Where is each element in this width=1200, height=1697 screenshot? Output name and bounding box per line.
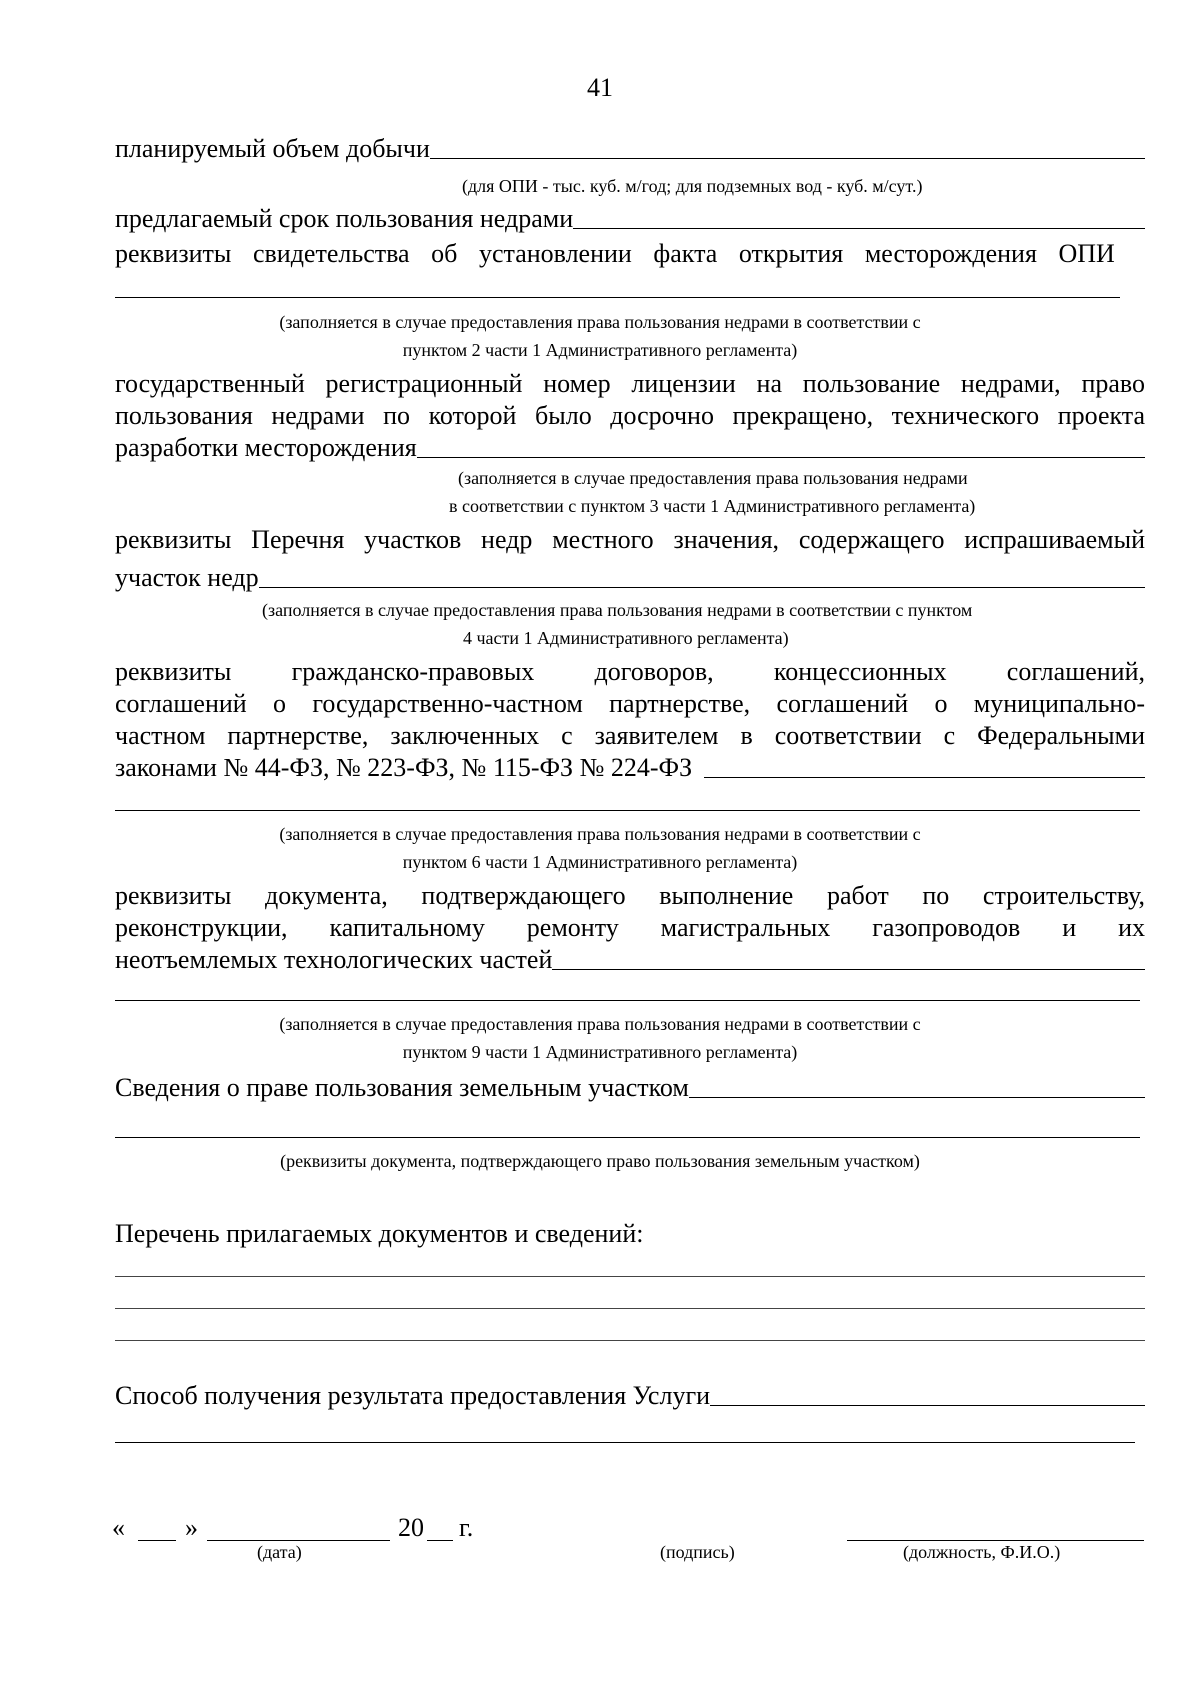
works-input-line[interactable] xyxy=(552,969,1145,970)
certificate-input-line[interactable] xyxy=(115,297,1120,298)
list-field xyxy=(115,562,1145,594)
list-label: участок недр xyxy=(115,563,259,592)
license-field xyxy=(115,432,1145,464)
method-field xyxy=(115,1380,1145,1412)
year-prefix: 20 xyxy=(398,1513,424,1542)
note-p2-a: (заполняется в случае предоставления права пользования недрами в соответствии с xyxy=(279,312,921,332)
term-field xyxy=(115,203,1145,235)
date-label: (дата) xyxy=(257,1542,302,1562)
day-input-line[interactable] xyxy=(138,1540,176,1541)
open-quote: « xyxy=(112,1513,125,1542)
volume-label: планируемый объем добычи xyxy=(115,134,430,163)
method-input-line-2[interactable] xyxy=(115,1442,1135,1443)
contracts-line-2: соглашений о государственно-частном партнерстве, соглашений о муниципально- xyxy=(115,689,1145,718)
note-p4-b: 4 части 1 Административного регламента) xyxy=(463,628,789,648)
term-label: предлагаемый срок пользования недрами xyxy=(115,204,574,233)
note-p4-a: (заполняется в случае предоставления права пользования недрами в соответствии с пунктом xyxy=(262,600,973,620)
land-input-line-2[interactable] xyxy=(115,1137,1140,1138)
volume-note: (для ОПИ - тыс. куб. м/год; для подземных вод - куб. м/сут.) xyxy=(462,176,923,196)
works-label: неотъемлемых технологических частей xyxy=(115,945,553,974)
contracts-input-line[interactable] xyxy=(704,777,1145,778)
note-p9-b: пунктом 9 части 1 Административного регламента) xyxy=(402,1042,798,1062)
license-input-line[interactable] xyxy=(417,457,1145,458)
license-line-2: пользования недрами по которой было досрочно прекращено, технического проекта xyxy=(115,401,1145,430)
certificate-label: реквизиты свидетельства об установлении факта открытия месторождения ОПИ xyxy=(115,239,1115,268)
works-line-1: реквизиты документа, подтверждающего выполнение работ по строительству, xyxy=(115,881,1145,910)
method-label: Способ получения результата предоставления Услуги xyxy=(115,1381,711,1410)
land-input-line[interactable] xyxy=(689,1097,1145,1098)
attachments-line-3[interactable] xyxy=(115,1340,1145,1341)
sign-label: (подпись) xyxy=(660,1542,735,1562)
year-input-line[interactable] xyxy=(427,1540,453,1541)
contracts-input-line-2[interactable] xyxy=(115,810,1140,811)
volume-field xyxy=(115,133,1145,165)
land-note: (реквизиты документа, подтверждающего право пользования земельным участком) xyxy=(280,1151,920,1171)
works-input-line-2[interactable] xyxy=(115,1000,1140,1001)
note-p2-b: пунктом 2 части 1 Административного регламента) xyxy=(402,340,798,360)
year-suffix: г. xyxy=(459,1513,474,1542)
close-quote: » xyxy=(185,1513,198,1542)
attachments-line-1[interactable] xyxy=(115,1276,1145,1277)
attachments-label: Перечень прилагаемых документов и сведений: xyxy=(115,1219,644,1248)
land-field xyxy=(115,1072,1145,1104)
page-number: 41 xyxy=(587,73,613,102)
attachments-line-2[interactable] xyxy=(115,1308,1145,1309)
contracts-field xyxy=(115,752,1145,784)
list-input-line[interactable] xyxy=(259,587,1145,588)
contracts-line-1: реквизиты гражданско-правовых договоров, концессионных соглашений, xyxy=(115,657,1145,686)
note-p3-a: (заполняется в случае предоставления права пользования недрами xyxy=(458,468,968,488)
list-line-1: реквизиты Перечня участков недр местного значения, содержащего испрашиваемый xyxy=(115,525,1145,554)
note-p3-b: в соответствии с пунктом 3 части 1 Административного регламента) xyxy=(449,496,976,516)
note-p6-b: пунктом 6 части 1 Административного регламента) xyxy=(402,852,798,872)
contracts-label: законами № 44-ФЗ, № 223-ФЗ, № 115-ФЗ № 224-ФЗ xyxy=(115,753,693,782)
note-p6-a: (заполняется в случае предоставления права пользования недрами в соответствии с xyxy=(279,824,921,844)
contracts-line-3: частном партнерстве, заключенных с заявителем в соответствии с Федеральными xyxy=(115,721,1145,750)
position-label: (должность, Ф.И.О.) xyxy=(903,1542,1061,1562)
method-input-line[interactable] xyxy=(710,1405,1145,1406)
term-input-line[interactable] xyxy=(573,228,1145,229)
works-field xyxy=(115,944,1145,976)
license-line-1: государственный регистрационный номер лицензии на пользование недрами, право xyxy=(115,369,1145,398)
license-label: разработки месторождения xyxy=(115,433,417,462)
land-label: Сведения о праве пользования земельным участком xyxy=(115,1073,689,1102)
works-line-2: реконструкции, капитальному ремонту магистральных газопроводов и их xyxy=(115,913,1145,942)
note-p9-a: (заполняется в случае предоставления права пользования недрами в соответствии с xyxy=(279,1014,921,1034)
volume-input-line[interactable] xyxy=(430,158,1145,159)
